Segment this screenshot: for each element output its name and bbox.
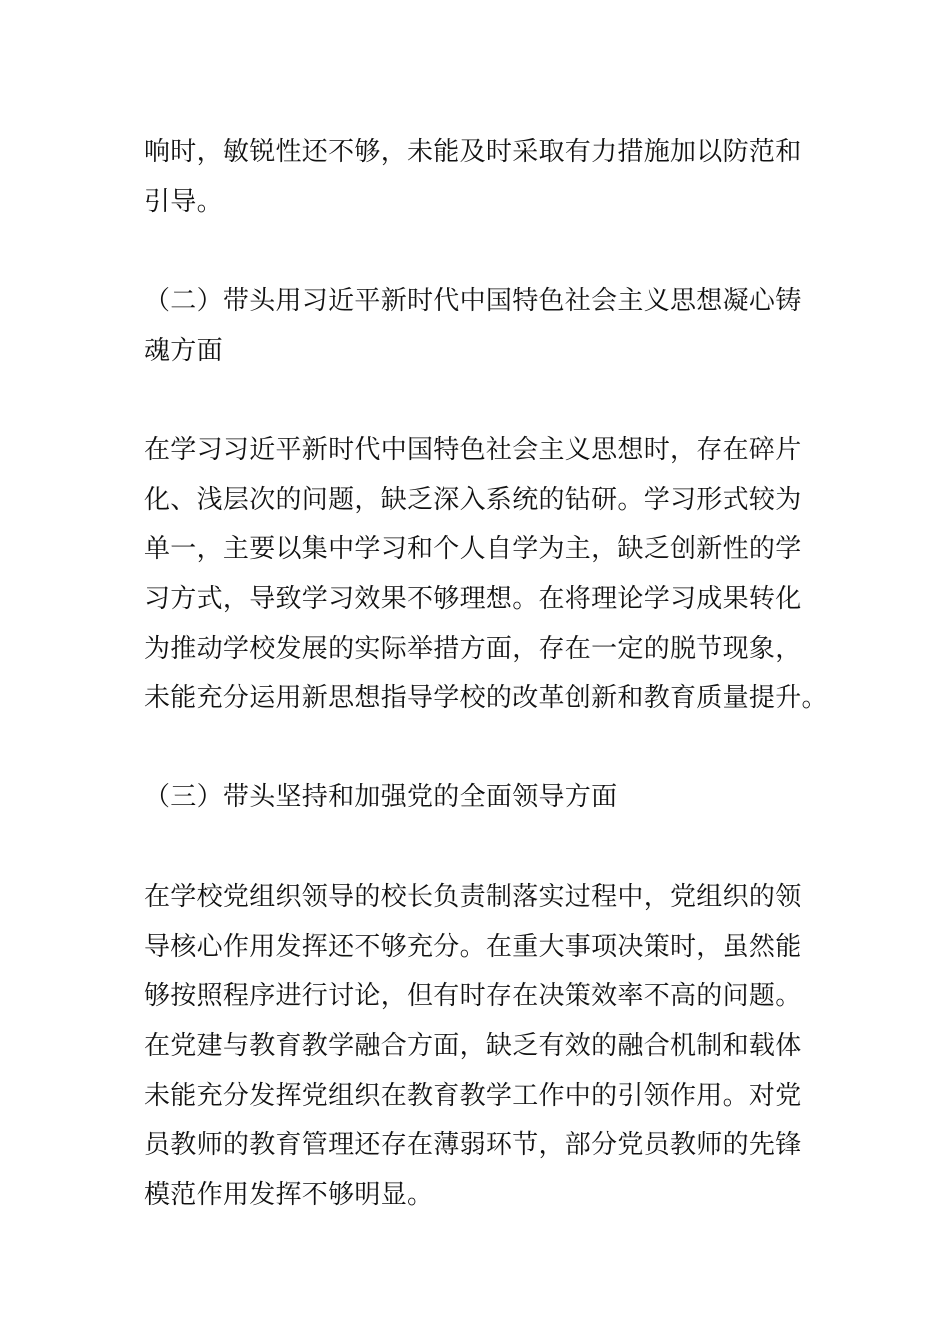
section-3-paragraph-line-3: 够按照程序进行讨论，但有时存在决策效率不高的问题。 <box>144 981 802 1011</box>
section-3-paragraph-line-4: 在党建与教育教学融合方面，缺乏有效的融合机制和载体 <box>144 1031 802 1061</box>
section-2-paragraph-line-6: 未能充分运用新思想指导学校的改革创新和教育质量提升。 <box>144 683 828 713</box>
section-3-heading-line-1: （三）带头坚持和加强党的全面领导方面 <box>144 782 618 812</box>
section-2-paragraph-line-4: 习方式，导致学习效果不够理想。在将理论学习成果转化 <box>144 584 802 614</box>
intro-paragraph-line-2: 引导。 <box>144 187 223 217</box>
section-3-paragraph-line-6: 员教师的教育管理还存在薄弱环节，部分党员教师的先锋 <box>144 1130 802 1160</box>
section-2-heading-line-1: （二）带头用习近平新时代中国特色社会主义思想凝心铸 <box>144 286 802 316</box>
intro-paragraph-line-1: 响时，敏锐性还不够，未能及时采取有力措施加以防范和 <box>144 137 802 167</box>
section-2-heading-line-2: 魂方面 <box>144 336 223 366</box>
section-3-paragraph-line-1: 在学校党组织领导的校长负责制落实过程中，党组织的领 <box>144 882 802 912</box>
section-2-paragraph-line-5: 为推动学校发展的实际举措方面，存在一定的脱节现象， <box>144 634 802 664</box>
section-3-paragraph-line-2: 导核心作用发挥还不够充分。在重大事项决策时，虽然能 <box>144 932 802 962</box>
section-2-paragraph-line-1: 在学习习近平新时代中国特色社会主义思想时，存在碎片 <box>144 435 802 465</box>
section-3-paragraph-line-5: 未能充分发挥党组织在教育教学工作中的引领作用。对党 <box>144 1081 802 1111</box>
section-3-paragraph-line-7: 模范作用发挥不够明显。 <box>144 1180 434 1210</box>
section-2-paragraph-line-2: 化、浅层次的问题，缺乏深入系统的钻研。学习形式较为 <box>144 485 802 515</box>
section-2-paragraph-line-3: 单一，主要以集中学习和个人自学为主，缺乏创新性的学 <box>144 534 802 564</box>
